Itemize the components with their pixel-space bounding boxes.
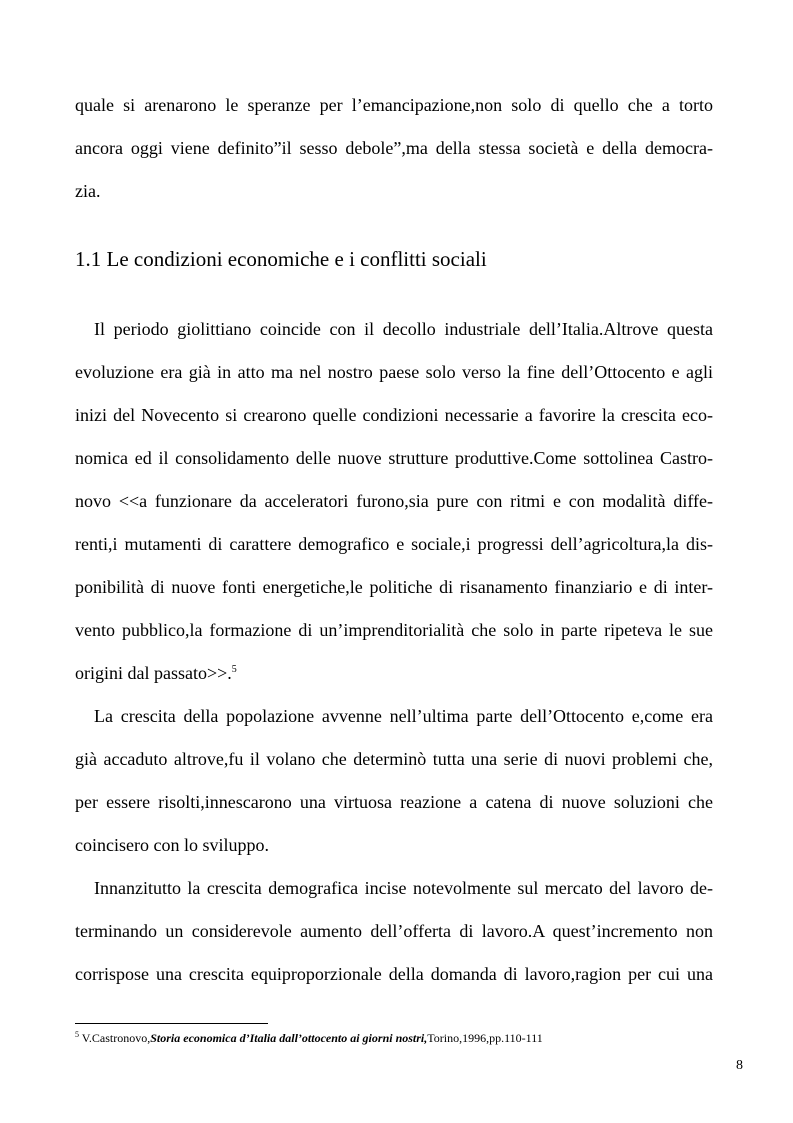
body-line: terminando un considerevole aumento dell’offerta di lavoro.A quest’incremento non xyxy=(75,921,713,941)
body-line: novo <<a funzionare da acceleratori furono,sia pure con ritmi e con modalità diffe- xyxy=(75,491,713,511)
body-line: già accaduto altrove,fu il volano che determinò tutta una serie di nuovi problemi che, xyxy=(75,749,713,769)
body-line: vento pubblico,la formazione di un’imprenditorialità che solo in parte ripeteva le sue xyxy=(75,620,713,640)
section-heading: 1.1 Le condizioni economiche e i conflitti sociali xyxy=(75,247,487,271)
body-line: nomica ed il consolidamento delle nuove strutture produttive.Come sottolinea Castro- xyxy=(75,448,713,468)
footnote-details: Torino,1996,pp.110-111 xyxy=(427,1031,543,1045)
body-line: corrispose una crescita equiproporzionale della domanda di lavoro,ragion per cui una xyxy=(75,964,713,984)
body-line: per essere risolti,innescarono una virtuosa reazione a catena di nuove soluzioni che xyxy=(75,792,713,812)
footnote-divider xyxy=(75,1023,268,1024)
footnote-number: 5 xyxy=(75,1030,79,1039)
body-line: zia. xyxy=(75,181,101,201)
body-line: quale si arenarono le speranze per l’emancipazione,non solo di quello che a torto xyxy=(75,95,713,115)
body-line: ancora oggi viene definito”il sesso debole”,ma della stessa società e della democra- xyxy=(75,138,713,158)
body-line-last xyxy=(75,662,237,684)
body-line: La crescita della popolazione avvenne nell’ultima parte dell’Ottocento e,come era xyxy=(94,706,713,726)
body-line: Innanzitutto la crescita demografica incise notevolmente sul mercato del lavoro de- xyxy=(94,878,713,898)
footnote xyxy=(75,1030,543,1046)
footnote-reference[interactable]: 5 xyxy=(231,664,237,675)
footnote-title: Storia economica d’Italia dall’ottocento ai giorni nostri, xyxy=(150,1031,428,1045)
body-line-text: origini dal passato>>. xyxy=(75,663,232,683)
body-line: ponibilità di nuove fonti energetiche,le politiche di risanamento finanziario e di inter- xyxy=(75,577,713,597)
body-line: inizi del Novecento si crearono quelle condizioni necessarie a favorire la crescita eco- xyxy=(75,405,713,425)
body-line: coincisero con lo sviluppo. xyxy=(75,835,269,855)
body-line: Il periodo giolittiano coincide con il decollo industriale dell’Italia.Altrove questa xyxy=(94,319,713,339)
footnote-author: V.Castronovo, xyxy=(79,1031,151,1045)
body-line: renti,i mutamenti di carattere demografico e sociale,i progressi dell’agricoltura,la dis- xyxy=(75,534,713,554)
body-line: evoluzione era già in atto ma nel nostro paese solo verso la fine dell’Ottocento e agli xyxy=(75,362,713,382)
page-number: 8 xyxy=(736,1058,743,1073)
